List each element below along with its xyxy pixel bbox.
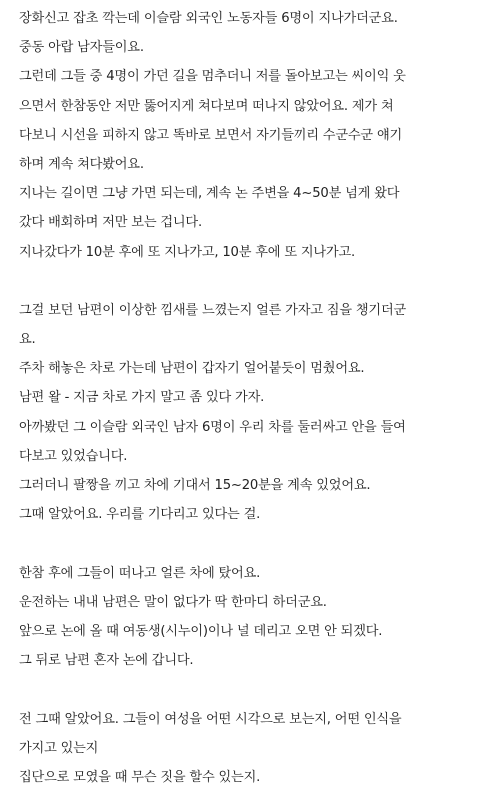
text-line: 앞으로 논에 올 때 여동생(시누이)이나 널 데리고 오면 안 되겠다.: [19, 623, 383, 639]
text-line: 그 뒤로 남편 혼자 논에 갑니다.: [19, 653, 194, 669]
text-line: 갔다 배회하며 저만 보는 겁니다.: [19, 215, 202, 231]
text-line: 그러더니 팔짱을 끼고 차에 기대서 15~20분을 계속 있었어요.: [19, 478, 371, 493]
text-line: 중동 아랍 남자들이요.: [19, 40, 144, 56]
text-line: 남편 왈 - 지금 차로 가지 말고 좀 있다 가자.: [19, 390, 265, 406]
text-line: 가지고 있는지: [19, 740, 99, 756]
text-line: 다보니 시선을 피하지 않고 똑바로 보면서 자기들끼리 수군수군 얘기: [19, 127, 403, 143]
text-line: 그걸 보던 남편이 이상한 낌새를 느꼈는지 얼른 가자고 짐을 챙기더군: [19, 302, 407, 318]
text-line: 전 그때 알았어요. 그들이 여성을 어떤 시각으로 보는지, 어떤 인식을: [19, 711, 402, 727]
paragraph-2: [19, 296, 480, 530]
text-line: 집단으로 모였을 때 무슨 짓을 할수 있는지.: [19, 769, 261, 785]
text-line: 요.: [19, 332, 36, 348]
paragraph-spacer: [19, 675, 480, 704]
text-line: 다보고 있었습니다.: [19, 448, 128, 464]
text-line: 주차 해놓은 차로 가는데 남편이 갑자기 얼어붙듯이 멈췄어요.: [19, 361, 365, 377]
paragraph-spacer: [19, 529, 480, 558]
paragraph-1: [19, 4, 480, 267]
text-line: 그런데 그들 중 4명이 가던 길을 멈추더니 저를 돌아보고는 씨이익 웃: [19, 69, 406, 85]
text-line: 한참 후에 그들이 떠나고 얼른 차에 탔어요.: [19, 565, 261, 581]
paragraph-3: [19, 559, 480, 676]
text-line: 그때 알았어요. 우리를 기다리고 있다는 걸.: [19, 507, 261, 523]
paragraph-spacer: [19, 267, 480, 296]
text-line: 으면서 한참동안 저만 뚫어지게 쳐다보며 떠나지 않았어요. 제가 쳐: [19, 98, 394, 114]
text-line: 아까봤던 그 이슬람 외국인 남자 6명이 우리 차를 둘러싸고 안을 들여: [19, 419, 406, 435]
text-line: 지나갔다가 10분 후에 또 지나가고, 10분 후에 또 지나가고.: [19, 244, 356, 260]
text-line: 하며 계속 쳐다봤어요.: [19, 156, 144, 172]
text-line: 장화신고 잡초 깍는데 이슬람 외국인 노동자들 6명이 지나가더군요.: [19, 11, 398, 26]
text-line: 운전하는 내내 남편은 말이 없다가 딱 한마디 하더군요.: [19, 594, 327, 610]
paragraph-4: [19, 705, 480, 785]
text-line: 지나는 길이면 그냥 가면 되는데, 계속 논 주변을 4~50분 넘게 왔다: [19, 186, 400, 202]
